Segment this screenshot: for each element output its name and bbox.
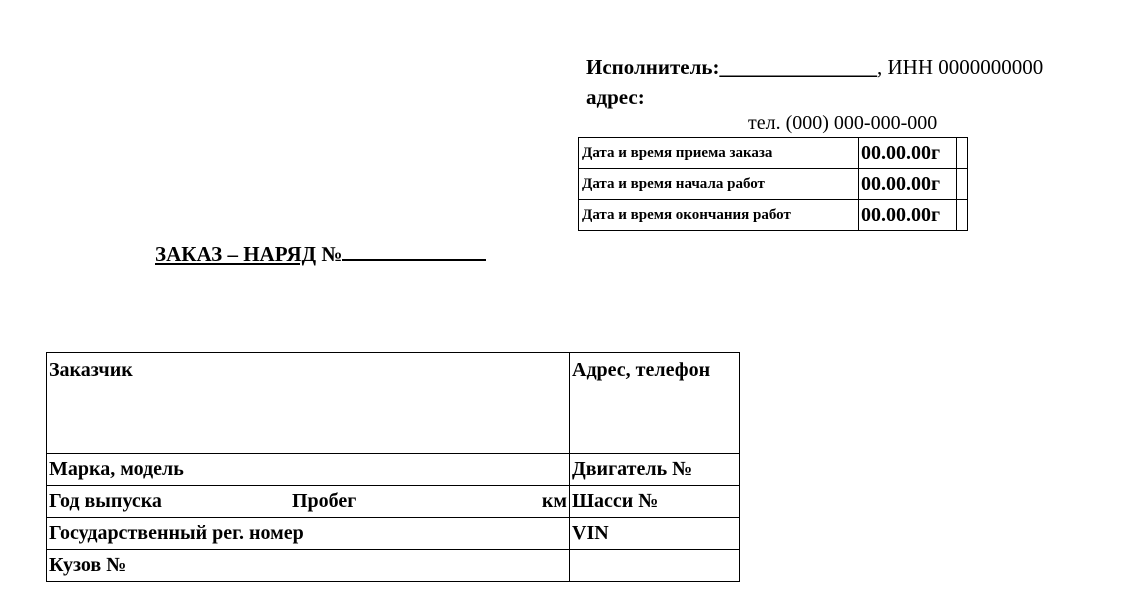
order-number-sign: №: [316, 242, 343, 266]
date-start-label: Дата и время начала работ: [579, 169, 859, 200]
table-row: [579, 200, 968, 231]
vin-cell: VIN: [570, 518, 740, 550]
year-mileage-cell: [47, 486, 570, 518]
empty-cell: [957, 200, 968, 231]
empty-cell: [957, 138, 968, 169]
date-start-value: 00.00.00г: [859, 169, 957, 200]
order-number-blank: [342, 241, 486, 261]
date-end-label: Дата и время окончания работ: [579, 200, 859, 231]
order-title: [155, 241, 486, 267]
executor-line: [586, 55, 1043, 80]
date-end-value: 00.00.00г: [859, 200, 957, 231]
table-row: [47, 518, 740, 550]
customer-table: [46, 352, 740, 582]
reg-number-cell: Государственный рег. номер: [47, 518, 570, 550]
body-cell: Кузов №: [47, 550, 570, 582]
engine-cell: Двигатель №: [570, 454, 740, 486]
executor-inn: , ИНН 0000000000: [876, 55, 1044, 79]
table-row: [47, 353, 740, 454]
address-phone-cell: Адрес, телефон: [570, 353, 740, 454]
table-row: [579, 138, 968, 169]
dates-table: [578, 137, 968, 231]
date-received-value: 00.00.00г: [859, 138, 957, 169]
km-label: км: [541, 490, 567, 512]
make-model-cell: Марка, модель: [47, 454, 570, 486]
table-row: [579, 169, 968, 200]
address-label: адрес:: [586, 85, 645, 109]
table-row: [47, 550, 740, 582]
mileage-label: Пробег: [291, 490, 357, 512]
order-title-text: ЗАКАЗ – НАРЯД: [155, 242, 317, 266]
customer-cell: Заказчик: [47, 353, 570, 454]
year-label: Год выпуска: [49, 490, 162, 512]
empty-cell: [957, 169, 968, 200]
chassis-cell: Шасси №: [570, 486, 740, 518]
date-received-label: Дата и время приема заказа: [579, 138, 859, 169]
table-row: [47, 454, 740, 486]
table-row: [47, 486, 740, 518]
executor-blank: _______________: [719, 55, 877, 79]
executor-label: Исполнитель:: [586, 55, 720, 79]
empty-cell: [570, 550, 740, 582]
phone-line: тел. (000) 000-000-000: [748, 112, 938, 134]
